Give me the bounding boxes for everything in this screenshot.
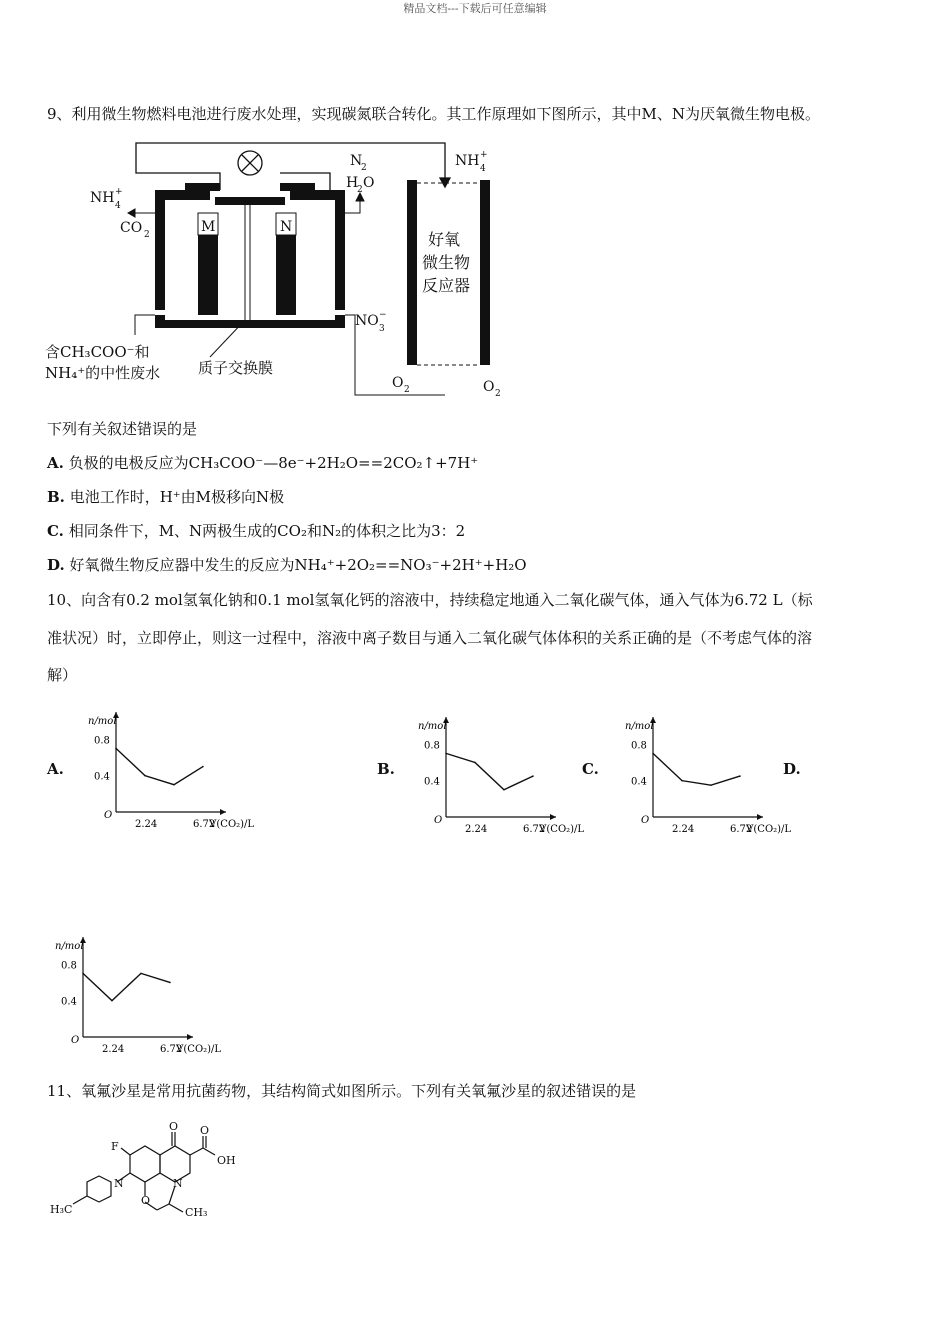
y-tick-label: 0.4 [631, 776, 647, 788]
svg-text:O: O [363, 175, 375, 191]
y-tick-label: 0.8 [631, 740, 647, 752]
q10-choice-c: C. [582, 760, 599, 778]
reactor-label-1: 好氧 [428, 230, 461, 249]
reactor-label-2: 微生物 [422, 253, 471, 272]
n2-label: N [350, 153, 363, 169]
x-tick-label: 6.72 [729, 824, 753, 835]
x-tick-label: 2.24 [464, 824, 488, 835]
o-atom: O [169, 1120, 179, 1133]
chart-b [408, 705, 585, 840]
q9-option-b [47, 486, 284, 507]
o2-right-label: O [483, 379, 495, 395]
y-axis-label: n/mol [88, 716, 117, 727]
series-line [653, 753, 740, 785]
y-tick-label: 0.4 [61, 996, 77, 1008]
option-text: 好氧微生物反应器中发生的反应为NH₄⁺+2O₂==NO₃⁻+2H⁺+H₂O [69, 556, 527, 574]
origin-label: O [71, 1035, 80, 1046]
oh-group: OH [217, 1154, 236, 1167]
h2o-label: H [346, 175, 359, 191]
data-point [532, 775, 534, 777]
data-point [115, 748, 117, 750]
q9-option-c [47, 520, 465, 541]
y-tick-label: 0.4 [424, 776, 440, 788]
svg-text:2: 2 [495, 389, 501, 399]
svg-text:2: 2 [144, 230, 150, 240]
n-atom-1: N [114, 1177, 124, 1190]
svg-text:2: 2 [404, 385, 410, 395]
svg-text:−: − [379, 310, 387, 320]
q9-stem: 9、利用微生物燃料电池进行废水处理，实现碳氮联合转化。其工作原理如下图所示，其中M、N为厌氧微生物电极。 [47, 105, 821, 123]
ring-o-atom: O [141, 1194, 151, 1207]
electrode-n-label: N [280, 219, 293, 235]
option-text: 电池工作时，H⁺由M极移向N极 [69, 488, 285, 506]
option-label: A. [47, 454, 64, 472]
x-axis-arrow [220, 809, 226, 815]
q10-stem-line-2: 准状况）时，立即停止，则这一过程中，溶液中离子数目与通入二氧化碳气体体积的关系正确的是（不考虑气体的溶 [47, 629, 813, 647]
origin-label: O [641, 815, 650, 826]
svg-text:3: 3 [379, 324, 385, 334]
q9-option-a [47, 452, 478, 473]
series-line [446, 753, 533, 789]
option-text: 负极的电极反应为CH₃COO⁻—8e⁻+2H₂O==2CO₂↑+7H⁺ [68, 454, 479, 472]
x-tick-label: 6.72 [159, 1044, 183, 1055]
data-point [474, 762, 476, 764]
x-tick-label: 6.72 [192, 819, 216, 830]
option-label: C. [47, 522, 64, 540]
svg-text:2: 2 [361, 163, 367, 173]
origin-label: O [104, 810, 113, 821]
x-axis-arrow [550, 814, 556, 820]
option-label: B. [47, 488, 65, 506]
membrane-label: 质子交换膜 [198, 359, 274, 377]
svg-text:2: 2 [357, 185, 363, 195]
y-axis-label: n/mol [55, 941, 84, 952]
f-atom: F [111, 1140, 119, 1153]
data-point [445, 753, 447, 755]
electrode-m-label: M [201, 219, 216, 235]
q11-stem: 11、氧氟沙星是常用抗菌药物，其结构简式如图所示。下列有关氧氟沙星的叙述错误的是 [47, 1082, 637, 1100]
x-axis-arrow [187, 1034, 193, 1040]
nh4-left-label: NH [90, 190, 115, 206]
x-axis-label: V(CO₂)/L [746, 824, 792, 835]
svg-text:+: + [115, 187, 123, 197]
y-tick-label: 0.8 [424, 740, 440, 752]
data-point [202, 766, 204, 768]
ch3-group: CH₃ [185, 1206, 208, 1219]
data-point [140, 973, 142, 975]
option-text: 相同条件下，M、N两极生成的CO₂和N₂的体积之比为3：2 [68, 522, 466, 540]
data-point [111, 1000, 113, 1002]
h3c-group: H₃C [50, 1203, 73, 1216]
data-point [681, 780, 683, 782]
y-tick-label: 0.8 [94, 735, 110, 747]
svg-text:4: 4 [115, 201, 121, 211]
x-tick-label: 2.24 [101, 1044, 125, 1055]
origin-label: O [434, 815, 443, 826]
y-tick-label: 0.8 [61, 960, 77, 972]
carbonyl-o-atom: O [200, 1124, 210, 1137]
no3-label: NO [355, 313, 379, 329]
x-axis-label: V(CO₂)/L [176, 1044, 222, 1055]
data-point [82, 973, 84, 975]
chart-a [78, 700, 255, 835]
data-point [173, 784, 175, 786]
data-point [710, 784, 712, 786]
x-tick-label: 2.24 [671, 824, 695, 835]
series-line [116, 748, 203, 784]
q10-choice-d: D. [783, 760, 801, 778]
y-axis-label: n/mol [418, 721, 447, 732]
x-axis-arrow [757, 814, 763, 820]
svg-text:+: + [480, 150, 488, 160]
x-axis-label: V(CO₂)/L [209, 819, 255, 830]
data-point [144, 775, 146, 777]
y-tick-label: 0.4 [94, 771, 110, 783]
q9-option-d [47, 554, 527, 575]
data-point [503, 789, 505, 791]
o2-left-label: O [392, 375, 404, 391]
data-point [652, 753, 654, 755]
inlet-label-1: 含CH₃COO⁻和 [45, 343, 150, 361]
series-line [83, 973, 170, 1000]
fuel-cell-diagram [40, 135, 520, 400]
x-axis-label: V(CO₂)/L [539, 824, 585, 835]
data-point [739, 775, 741, 777]
n-atom-2: N [173, 1177, 183, 1190]
q10-stem-line-3: 解） [47, 666, 78, 684]
reactor-label-3: 反应器 [422, 276, 471, 295]
data-point [169, 982, 171, 984]
option-label: D. [47, 556, 65, 574]
x-tick-label: 6.72 [522, 824, 546, 835]
svg-text:4: 4 [480, 164, 486, 174]
nh4-top-label: NH [455, 153, 480, 169]
q10-stem-line-1: 10、向含有0.2 mol氢氧化钠和0.1 mol氢氧化钙的溶液中，持续稳定地通入二氧化碳气体，通入气体为6.72 L（标 [47, 591, 813, 609]
q9-prompt: 下列有关叙述错误的是 [47, 420, 198, 438]
y-axis-label: n/mol [625, 721, 654, 732]
q10-choice-b: B. [377, 760, 395, 778]
page-header: 精品文档---下载后可任意编辑 [403, 2, 547, 15]
x-tick-label: 2.24 [134, 819, 158, 830]
ofloxacin-structure [45, 1120, 255, 1230]
co2-label: CO [120, 220, 143, 236]
chart-d [45, 925, 222, 1060]
inlet-label-2: NH₄⁺的中性废水 [45, 364, 161, 382]
q10-choice-a: A. [47, 760, 64, 778]
chart-c [615, 705, 792, 840]
